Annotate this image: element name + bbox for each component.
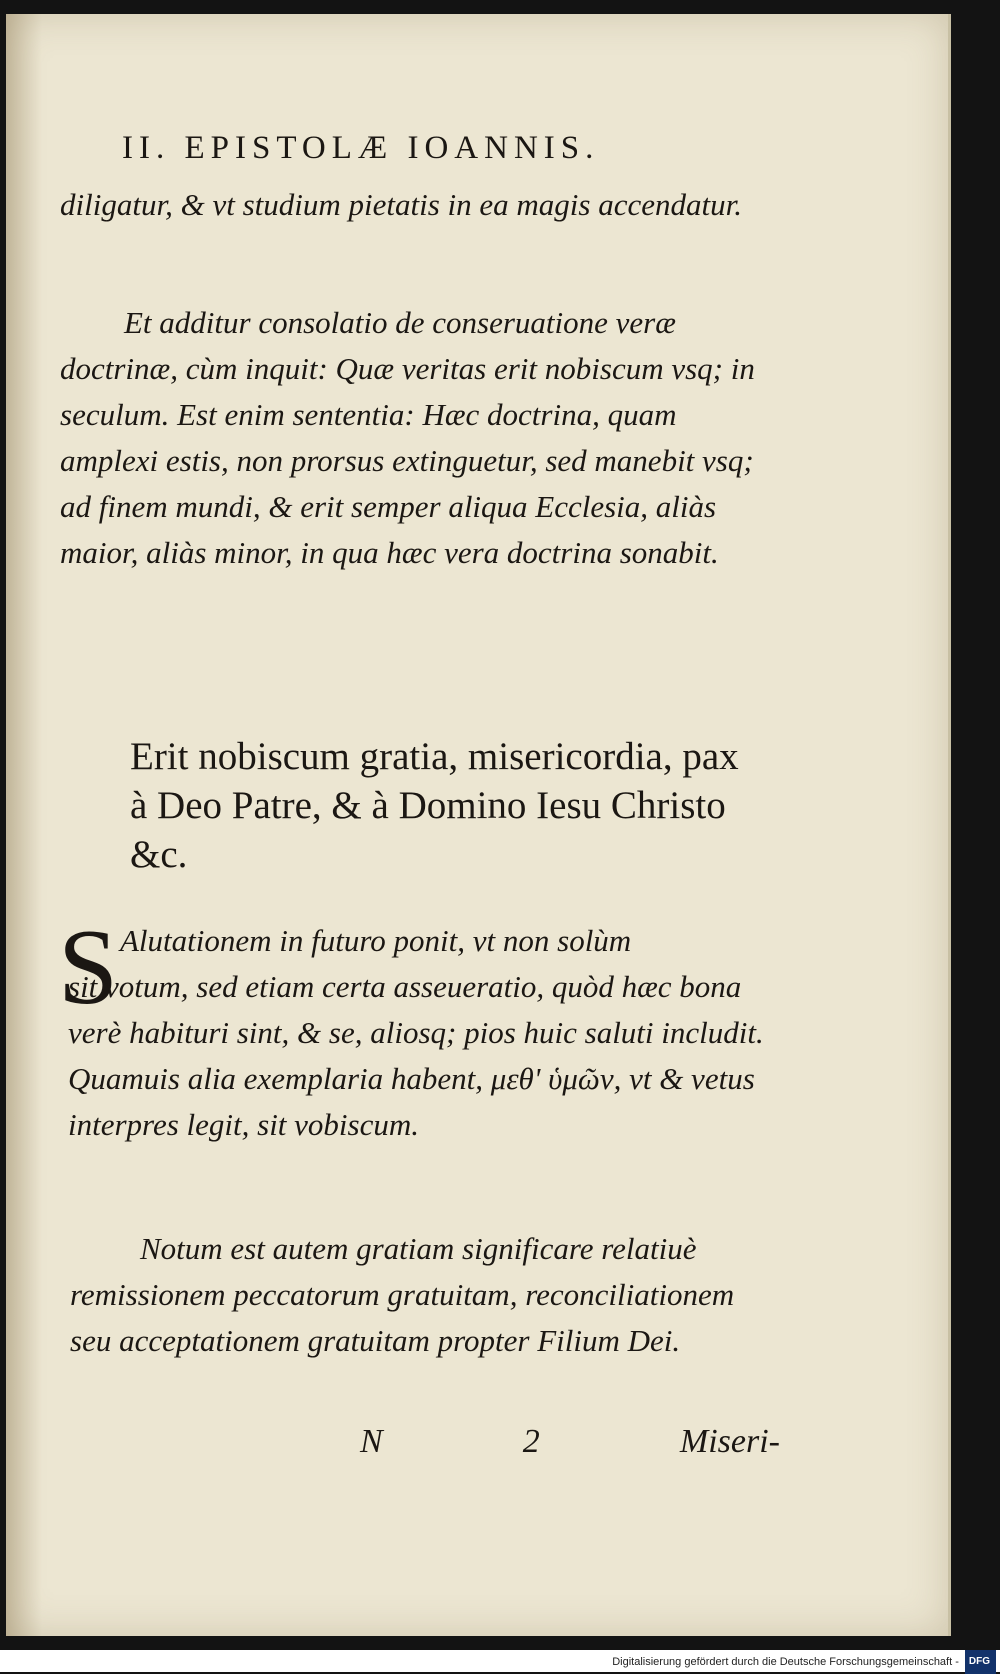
footer-text: Digitalisierung gefördert durch die Deutsche Forschungsgemeinschaft - xyxy=(612,1655,959,1668)
paragraph-3-body: sit votum, sed etiam certa asseueratio, quòd hæc bona verè habituri sint, & se, aliosq; pios huic saluti includit. Quamuis alia exemplaria habent, μεθ' ὑμῶν, vt & vetus interpres legit, sit vobiscum. xyxy=(68,969,764,1142)
signature-number: 2 xyxy=(522,1423,540,1460)
paragraph-3-first-line: Alutationem in futuro ponit, vt non solùm xyxy=(120,923,632,958)
catchword: Miseri- xyxy=(679,1423,780,1460)
paragraph-4: Notum est autem gratiam significare relatiuè remissionem peccatorum gratuitam, reconciliationem seu acceptationem gratuitam propter Filium Dei. xyxy=(70,1231,735,1358)
paragraph-1: diligatur, & vt studium pietatis in ea magis accendatur. xyxy=(60,187,742,222)
drop-cap: S xyxy=(58,908,119,1027)
verse-quotation: Erit nobiscum gratia, misericordia, pax à Deo Patre, & à Domino Iesu Christo &c. xyxy=(130,735,739,876)
dfg-logo: DFG xyxy=(965,1650,996,1674)
paragraph-3 xyxy=(68,918,768,1148)
page-fold-shadow xyxy=(6,14,42,1636)
signature-mark: N xyxy=(360,1423,383,1460)
signature-line xyxy=(360,1423,780,1461)
paragraph-2: Et additur consolatio de conseruatione veræ doctrinæ, cùm inquit: Quæ veritas erit nobiscum vsq; in seculum. Est enim sententia: Hæc doctrina, quam amplexi estis, non prorsus extinguetur, sed manebit vsq; ad finem mundi, & erit semper aliqua Ecclesia, aliàs maior, aliàs minor, in qua hæc vera doctrina sonabit. xyxy=(60,305,755,570)
running-header: II. EPISTOLÆ IOANNIS. xyxy=(122,130,600,166)
digitization-footer xyxy=(0,1650,1000,1672)
